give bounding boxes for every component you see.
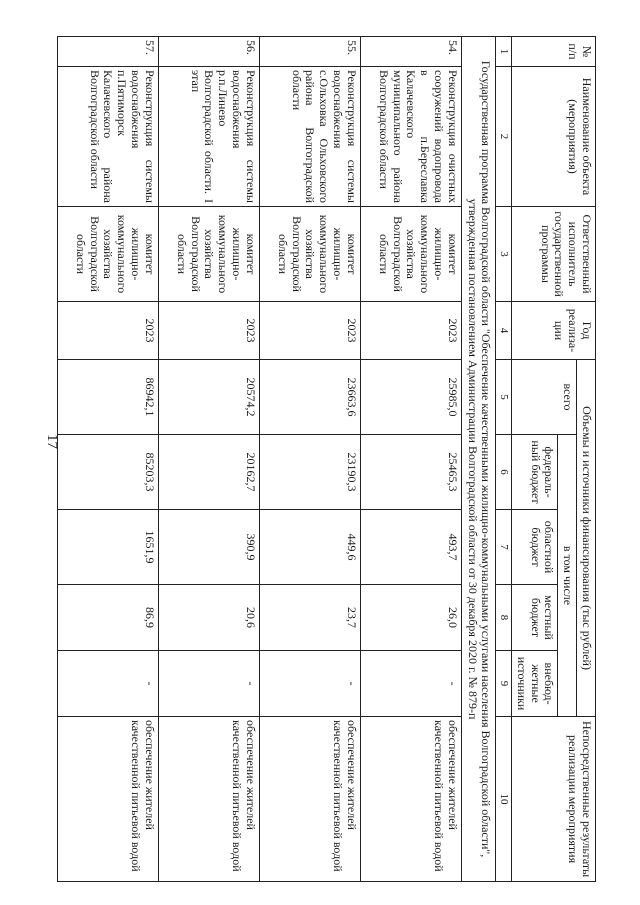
column-number: 8 <box>496 585 512 651</box>
row-number: 57. <box>57 37 158 67</box>
executor: комитет жилищно-коммунального хозяйства Волгоградской области <box>57 207 158 302</box>
program-title: Государственная программа Волгоградской области "Обеспечение качественными жилищно-коммунальными услугами населения Волгоградской области", утвержденная постановлением Администрации Волгоградской области от 30 декабря 2020 г. № 879-п <box>461 37 496 882</box>
regional: 390,9 <box>158 510 259 585</box>
result: обеспечение жителей качественной питьевой водой <box>158 717 259 882</box>
federal: 25465,3 <box>360 435 461 510</box>
financing-table <box>57 36 596 882</box>
executor: комитет жилищно-коммунального хозяйства Волгоградской области <box>259 207 360 302</box>
header-including: в том числе <box>558 435 577 717</box>
header-results: Непосредственные результаты реализации мероприятия <box>512 717 596 882</box>
header-federal: федераль-ный бюджет <box>512 435 558 510</box>
regional: 1651,9 <box>57 510 158 585</box>
header-financing: Объемы и источники финансирования (тыс рублей) <box>577 360 596 717</box>
column-number: 6 <box>496 435 512 510</box>
page-number-text: 17 <box>44 434 60 449</box>
federal: 23190,3 <box>259 435 360 510</box>
extra: - <box>158 651 259 717</box>
column-number: 5 <box>496 360 512 435</box>
federal: 20162,7 <box>158 435 259 510</box>
header-regional: областной бюджет <box>512 510 558 585</box>
total: 20574,2 <box>158 360 259 435</box>
total: 23663,6 <box>259 360 360 435</box>
header-extra: внебюд-жетные источники <box>512 651 558 717</box>
year: 2023 <box>360 302 461 360</box>
row-number: 56. <box>158 37 259 67</box>
total: 25985,0 <box>360 360 461 435</box>
column-number-row <box>496 37 512 882</box>
table-row <box>259 37 360 882</box>
table-row <box>360 37 461 882</box>
column-number: 2 <box>496 67 512 207</box>
extra: - <box>259 651 360 717</box>
local: 86,9 <box>57 585 158 651</box>
local: 26,0 <box>360 585 461 651</box>
object-name: Реконструкция очистных сооружений водопровода в п.Береславка Калачевского муниципального района Волгоградской области <box>360 67 461 207</box>
total: 86942,1 <box>57 360 158 435</box>
header-row-1 <box>577 37 596 882</box>
extra: - <box>57 651 158 717</box>
row-number: 54. <box>360 37 461 67</box>
executor: комитет жилищно-коммунального хозяйства Волгоградской области <box>158 207 259 302</box>
year: 2023 <box>259 302 360 360</box>
table-row <box>158 37 259 882</box>
table-row <box>57 37 158 882</box>
column-number: 4 <box>496 302 512 360</box>
column-number: 3 <box>496 207 512 302</box>
object-name: Реконструкция системы водоснабжения р.п.Линево Волгоградской области. I этап <box>158 67 259 207</box>
extra: - <box>360 651 461 717</box>
year: 2023 <box>158 302 259 360</box>
result: обеспечение жителей качественной питьевой водой <box>360 717 461 882</box>
executor: комитет жилищно-коммунального хозяйства Волгоградской области <box>360 207 461 302</box>
column-number: 9 <box>496 651 512 717</box>
column-number: 10 <box>496 717 512 882</box>
result: обеспечение жителей качественной питьевой водой <box>259 717 360 882</box>
program-row <box>461 37 496 882</box>
result: обеспечение жителей качественной питьевой водой <box>57 717 158 882</box>
column-number: 7 <box>496 510 512 585</box>
federal: 85203,3 <box>57 435 158 510</box>
local: 23,7 <box>259 585 360 651</box>
row-number: 55. <box>259 37 360 67</box>
header-executor: Ответственный исполнитель государственной программы <box>512 207 596 302</box>
header-no: № п/п <box>512 37 596 67</box>
local: 20,6 <box>158 585 259 651</box>
rotated-table-container <box>73 36 596 881</box>
header-year: Год реализа-ции <box>512 302 596 360</box>
object-name: Реконструкция системы водоснабжения п.Пятиморск Калачевского района Волгоградской области <box>57 67 158 207</box>
regional: 493,7 <box>360 510 461 585</box>
header-name: Наименование объекта (мероприятия) <box>512 67 596 207</box>
year: 2023 <box>57 302 158 360</box>
regional: 449,6 <box>259 510 360 585</box>
header-total: всего <box>512 360 577 435</box>
column-number: 1 <box>496 37 512 67</box>
page-number <box>0 422 60 462</box>
header-local: местный бюджет <box>512 585 558 651</box>
object-name: Реконструкция системы водоснабжения с.Ольховка Ольховского района Волгоградской области <box>259 67 360 207</box>
